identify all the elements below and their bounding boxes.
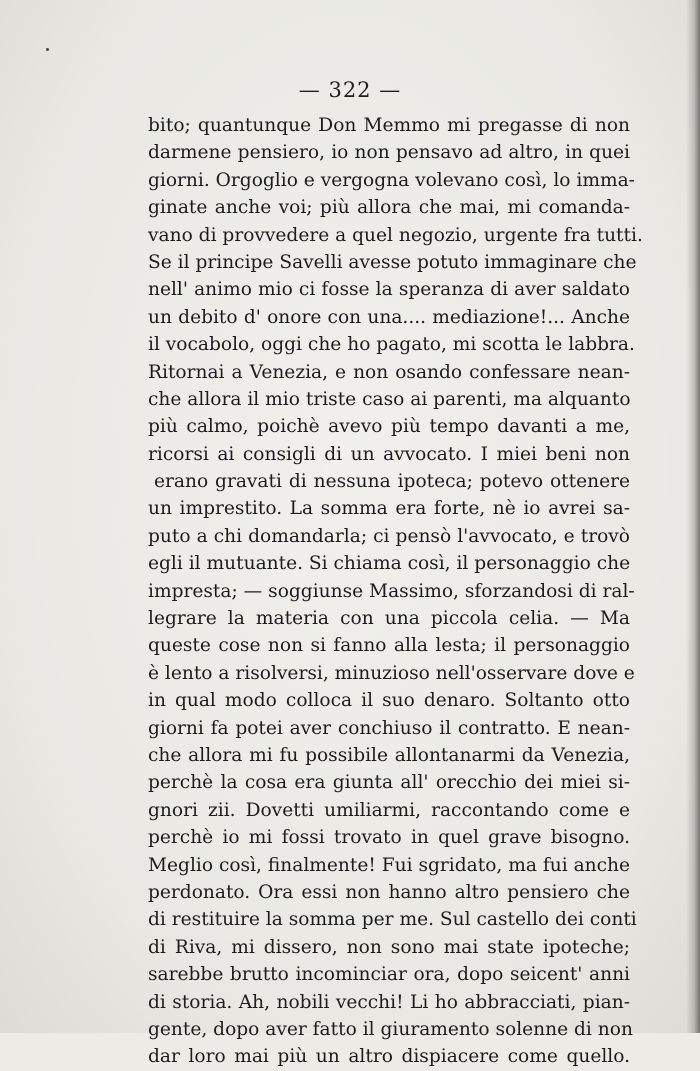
text-line: puto a chi domandarla; ci pensò l'avvocato, e trovò [148, 525, 630, 547]
text-line: Ritornai a Venezia, e non osando confessare nean- [148, 361, 630, 383]
page-edge-shadow [686, 0, 700, 1033]
text-line: perchè io mi fossi trovato in quel grave bisogno. [148, 827, 630, 849]
text-line: in qual modo colloca il suo denaro. Soltanto otto [148, 690, 630, 712]
text-line: più calmo, poichè avevo più tempo davanti a me, [148, 416, 630, 438]
body-text [148, 112, 643, 1071]
text-line: ginate anche voi; più allora che mai, mi comanda- [148, 197, 630, 219]
text-line: ricorsi ai consigli di un avvocato. I miei beni non [148, 443, 630, 465]
text-line: di restituire la somma per me. Sul castello dei conti [148, 909, 637, 931]
text-line: è lento a risolversi, minuzioso nell'osservare dove e [148, 662, 635, 684]
text-line: giorni. Orgoglio e vergogna volevano così, lo imma- [148, 169, 635, 191]
text-line: un imprestito. La somma era forte, nè io avrei sa- [148, 498, 630, 520]
text-line: Se il principe Savelli avesse potuto immaginare che [148, 251, 637, 273]
text-line: impresta; — soggiunse Massimo, sforzandosi di ral- [148, 580, 635, 602]
text-line: bito; quantunque Don Memmo mi pregasse di non [148, 115, 630, 136]
text-line: erano gravati di nessuna ipoteca; potevo ottenere [154, 471, 630, 493]
text-line: il vocabolo, oggi che ho pagato, mi scotta le labbra. [148, 334, 635, 356]
text-line: legrare la materia con una piccola celia. — Ma [148, 608, 630, 630]
text-line: giorni fa potei aver conchiuso il contratto. E nean- [148, 717, 630, 739]
text-line: gente, dopo aver fatto il giuramento solenne di non [148, 1018, 633, 1040]
text-line: vano di provvedere a quel negozio, urgente fra tutti. [148, 224, 643, 246]
text-line: darmene pensiero, io non pensavo ad altro, in quei [148, 142, 630, 164]
text-line: che allora mi fu possibile allontanarmi da Venezia, [148, 744, 630, 766]
text-line: un debito d' onore con una.... mediazione!... Anche [148, 306, 630, 328]
text-line: queste cose non si fanno alla lesta; il personaggio [148, 635, 630, 657]
page-number: — 322 — [298, 78, 402, 102]
text-line: sarebbe brutto incominciar ora, dopo seicent' anni [148, 964, 630, 986]
ink-speck [46, 48, 49, 51]
text-line: di storia. Ah, nobili vecchi! Li ho abbracciati, pian- [148, 991, 630, 1013]
text-line: dar loro mai più un altro dispiacere come quello. [148, 1046, 630, 1068]
text-line: nell' animo mio ci fosse la speranza di aver saldato [148, 279, 630, 301]
text-line: egli il mutuante. Si chiama così, il personaggio che [148, 553, 631, 575]
text-line: perdonato. Ora essi non hanno altro pensiero che [148, 881, 630, 903]
text-line: che allora il mio triste caso ai parenti, ma alquanto [148, 388, 631, 410]
text-line: di Riva, mi dissero, non sono mai state ipoteche; [148, 936, 630, 958]
text-line: gnori zii. Dovetti umiliarmi, raccontando come e [148, 799, 630, 821]
text-line: Meglio così, finalmente! Fui sgridato, ma fui anche [148, 854, 631, 876]
text-line: perchè la cosa era giunta all' orecchio dei miei si- [148, 772, 630, 794]
